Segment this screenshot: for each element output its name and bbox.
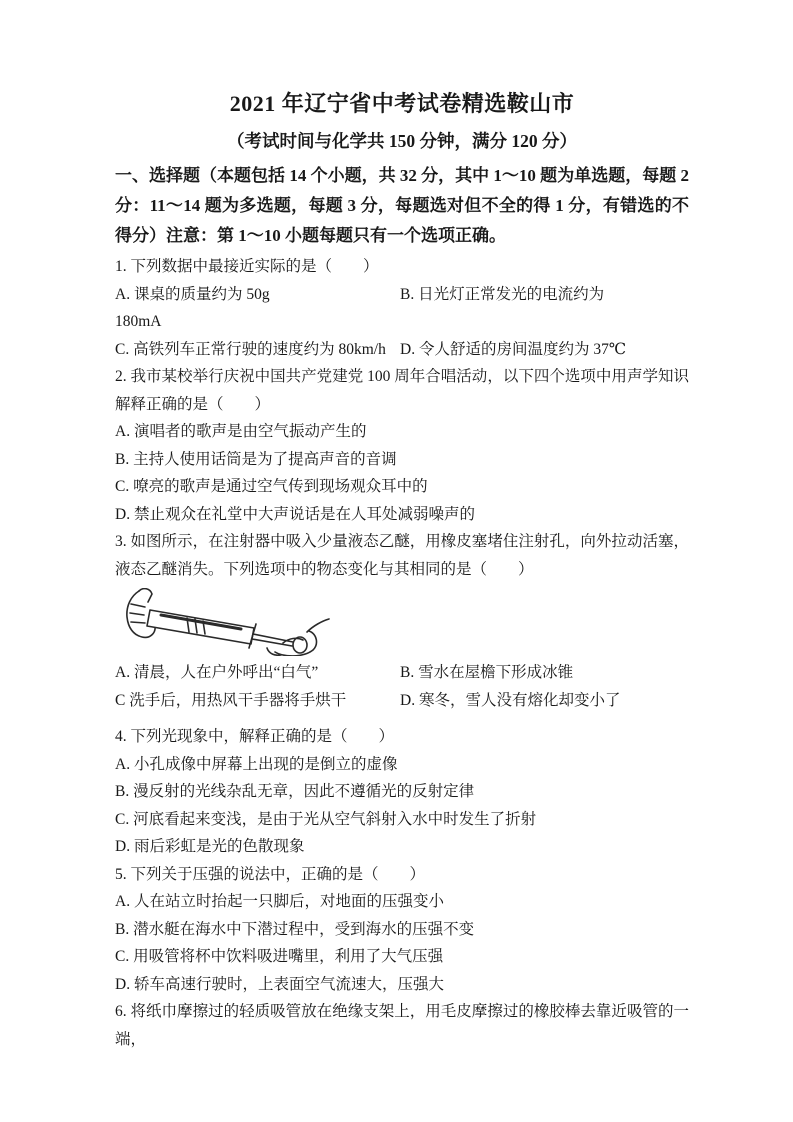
section-1-heading: 一、选择题（本题包括 14 个小题，共 32 分，其中 1～10 题为单选题，每题 2 分：11～14 题为多选题，每题 3 分，每题选对但不全的得 1 分，有错选的不得分）注意：第 1～10 小题每题只有一个选项正确。 <box>115 166 689 245</box>
question-3-options-row-cd <box>115 687 689 715</box>
question-3-stem: 3. 如图所示，在注射器中吸入少量液态乙醚，用橡皮塞堵住注射孔，向外拉动活塞，液态乙醚消失。下列选项中的物态变化与其相同的是（ ） <box>115 533 689 578</box>
question-3-option-c: C 洗手后，用热风干手器将手烘干 <box>115 691 347 709</box>
question-3-options-row-ab <box>115 659 689 687</box>
question-5-option-c: C. 用吸管将杯中饮料吸进嘴里，利用了大气压强 <box>115 948 444 965</box>
question-2-option-c: C. 嘹亮的歌声是通过空气传到现场观众耳中的 <box>115 478 428 495</box>
question-4-option-a: A. 小孔成像中屏幕上出现的是倒立的虚像 <box>115 755 398 773</box>
question-2-stem: 2. 我市某校举行庆祝中国共产党建党 100 周年合唱活动，以下四个选项中用声学知识解释正确的是（ ） <box>115 368 689 413</box>
question-4-option-d: D. 雨后彩虹是光的色散现象 <box>115 838 305 855</box>
question-1-option-a: A. 课桌的质量约为 50g <box>115 285 270 303</box>
question-1-options-row-cd <box>115 336 689 364</box>
syringe-figure-icon <box>117 588 332 656</box>
question-1-option-c: C. 高铁列车正常行驶的速度约为 80km/h <box>115 340 386 358</box>
question-1-stem: 1. 下列数据中最接近实际的是（ ） <box>115 258 379 275</box>
question-5-option-b: B. 潜水艇在海水中下潜过程中，受到海水的压强不变 <box>115 920 475 938</box>
question-4-option-c: C. 河底看起来变浅，是由于光从空气斜射入水中时发生了折射 <box>115 810 537 828</box>
question-4-option-b: B. 漫反射的光线杂乱无章，因此不遵循光的反射定律 <box>115 783 475 800</box>
question-1-option-d: D. 令人舒适的房间温度约为 37℃ <box>400 340 627 358</box>
question-5-option-d: D. 轿车高速行驶时，上表面空气流速大，压强大 <box>115 975 444 993</box>
question-3-option-d: D. 寒冬，雪人没有熔化却变小了 <box>400 691 621 709</box>
question-5-option-a: A. 人在站立时抬起一只脚后，对地面的压强变小 <box>115 893 444 910</box>
question-2-option-d: D. 禁止观众在礼堂中大声说话是在人耳处减弱噪声的 <box>115 505 475 523</box>
question-4-stem: 4. 下列光现象中，解释正确的是（ ） <box>115 728 395 745</box>
question-6-stem: 6. 将纸巾摩擦过的轻质吸管放在绝缘支架上，用毛皮摩擦过的橡胶棒去靠近吸管的一端， <box>115 1003 689 1048</box>
exam-time-score-info: （考试时间与化学共 150 分钟，满分 120 分） <box>227 131 577 151</box>
question-5-stem: 5. 下列关于压强的说法中，正确的是（ ） <box>115 865 426 883</box>
question-2-option-a: A. 演唱者的歌声是由空气振动产生的 <box>115 423 367 440</box>
question-3-figure <box>117 588 689 656</box>
question-1-option-b-continuation: 180mA <box>115 313 162 330</box>
question-2-option-b: B. 主持人使用话筒是为了提高声音的音调 <box>115 450 397 468</box>
page-title: 2021 年辽宁省中考试卷精选鞍山市 <box>229 91 575 116</box>
question-3-option-a: A. 清晨，人在户外呼出“白气” <box>115 664 319 681</box>
question-1-option-b: B. 日光灯正常发光的电流约为 <box>400 285 605 303</box>
question-3-option-b: B. 雪水在屋檐下形成冰锥 <box>400 664 574 681</box>
question-1-options-row-ab <box>115 281 689 309</box>
